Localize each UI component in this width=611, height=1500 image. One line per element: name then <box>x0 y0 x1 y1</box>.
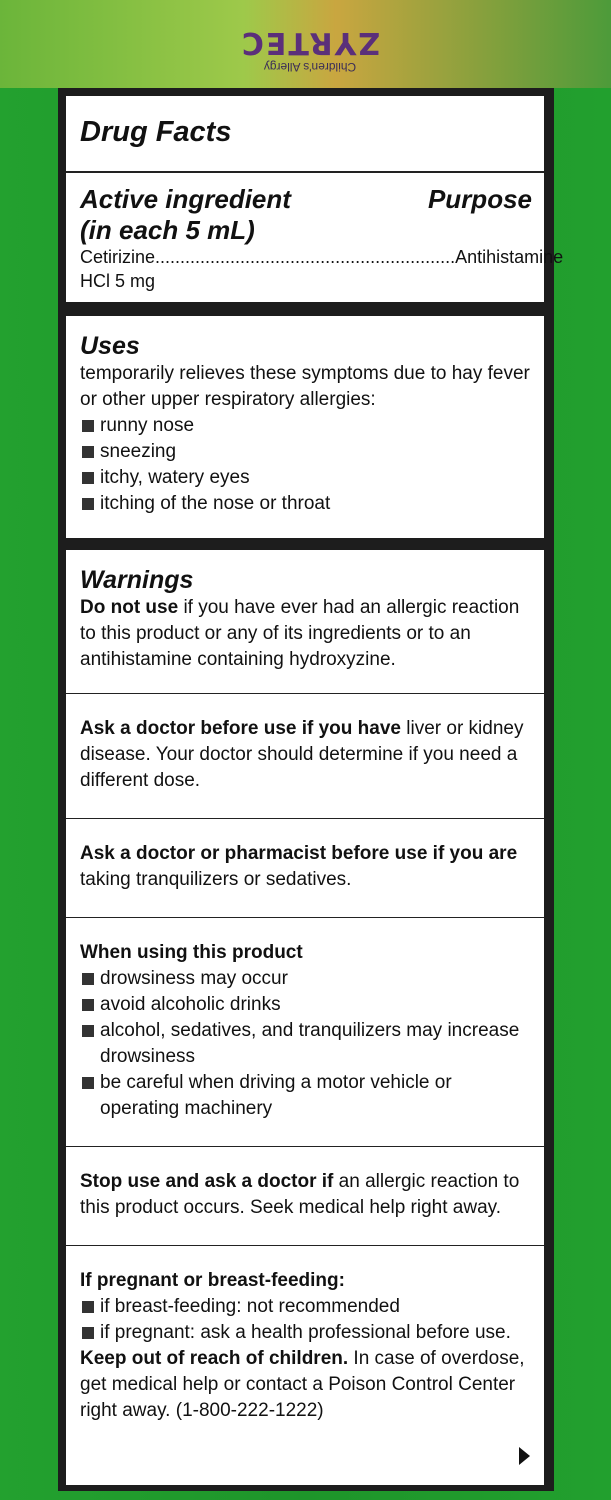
ingredient-name: Cetirizine HCl 5 mg <box>80 247 156 291</box>
ingredient-row <box>80 245 564 293</box>
pregnant-list <box>80 1294 532 1346</box>
stop-use-block: Stop use and ask a doctor if an allergic reaction to this product occurs. Seek medical help right away. <box>66 1146 544 1245</box>
bullet-square-icon <box>82 973 94 985</box>
list-item: if breast-feeding: not recommended <box>80 1294 532 1320</box>
keep-out-paragraph: Keep out of reach of children. In case of overdose, get medical help or contact a Poison Control Center right away. (1-800-222-1222) <box>80 1348 525 1421</box>
drug-facts-header-section <box>66 96 564 302</box>
active-ingredient-header-row <box>80 183 532 215</box>
list-item: avoid alcoholic drinks <box>80 992 532 1018</box>
when-using-title: When using this product <box>80 942 303 963</box>
brand-name: ZYRTEC <box>239 25 381 60</box>
list-item: alcohol, sedatives, and tranquilizers may increase drowsiness <box>80 1018 532 1070</box>
pregnant-title: If pregnant or breast-feeding: <box>80 1270 345 1291</box>
leader-dots: ............................................................ <box>155 247 456 267</box>
drug-facts-panel <box>58 88 564 1491</box>
uses-intro: temporarily relieves these symptoms due to hay fever or other upper respiratory allergies: <box>80 363 530 410</box>
when-using-list <box>80 966 532 1122</box>
ask-pharmacist-block: Ask a doctor or pharmacist before use if you are taking tranquilizers or sedatives. <box>66 818 544 917</box>
purpose-label: Purpose <box>427 184 532 214</box>
divider <box>66 171 544 173</box>
bullet-square-icon <box>82 1327 94 1339</box>
list-item: drowsiness may occur <box>80 966 532 992</box>
bullet-square-icon <box>82 420 94 432</box>
uses-section <box>66 316 544 538</box>
list-item: runny nose <box>80 413 532 439</box>
bullet-square-icon <box>82 446 94 458</box>
list-item: itching of the nose or throat <box>80 491 532 517</box>
uses-title: Uses <box>80 332 140 360</box>
list-item: sneezing <box>80 439 532 465</box>
brand-logo <box>180 4 440 74</box>
when-using-block <box>66 917 544 1146</box>
list-item: if pregnant: ask a health professional before use. <box>80 1320 532 1346</box>
bullet-square-icon <box>82 498 94 510</box>
bullet-square-icon <box>82 1077 94 1089</box>
do-not-use-paragraph: Do not use if you have ever had an allergic reaction to this product or any of its ingredients or to an antihistamine containing hydroxyzine. <box>80 597 520 670</box>
bullet-square-icon <box>82 1025 94 1037</box>
active-ingredient-label: Active ingredient <box>80 184 291 214</box>
package-top-strip <box>0 0 611 88</box>
brand-tagline: Children's Allergy <box>263 60 357 74</box>
bullet-square-icon <box>82 1301 94 1313</box>
list-item: be careful when driving a motor vehicle or operating machinery <box>80 1070 532 1122</box>
ask-doctor-block: Ask a doctor before use if you have liver or kidney disease. Your doctor should determine if you need a different dose. <box>66 693 544 818</box>
drug-facts-title: Drug Facts <box>80 116 232 148</box>
continue-arrow-icon <box>519 1447 530 1465</box>
list-item: itchy, watery eyes <box>80 465 532 491</box>
ingredient-purpose: Antihistamine <box>455 247 564 267</box>
bullet-square-icon <box>82 999 94 1011</box>
warnings-section <box>66 550 544 1485</box>
active-ingredient-sublabel: (in each 5 mL) <box>80 215 255 245</box>
warnings-title: Warnings <box>80 566 194 594</box>
bullet-square-icon <box>82 472 94 484</box>
pregnant-block <box>66 1245 544 1444</box>
uses-list <box>80 413 532 517</box>
